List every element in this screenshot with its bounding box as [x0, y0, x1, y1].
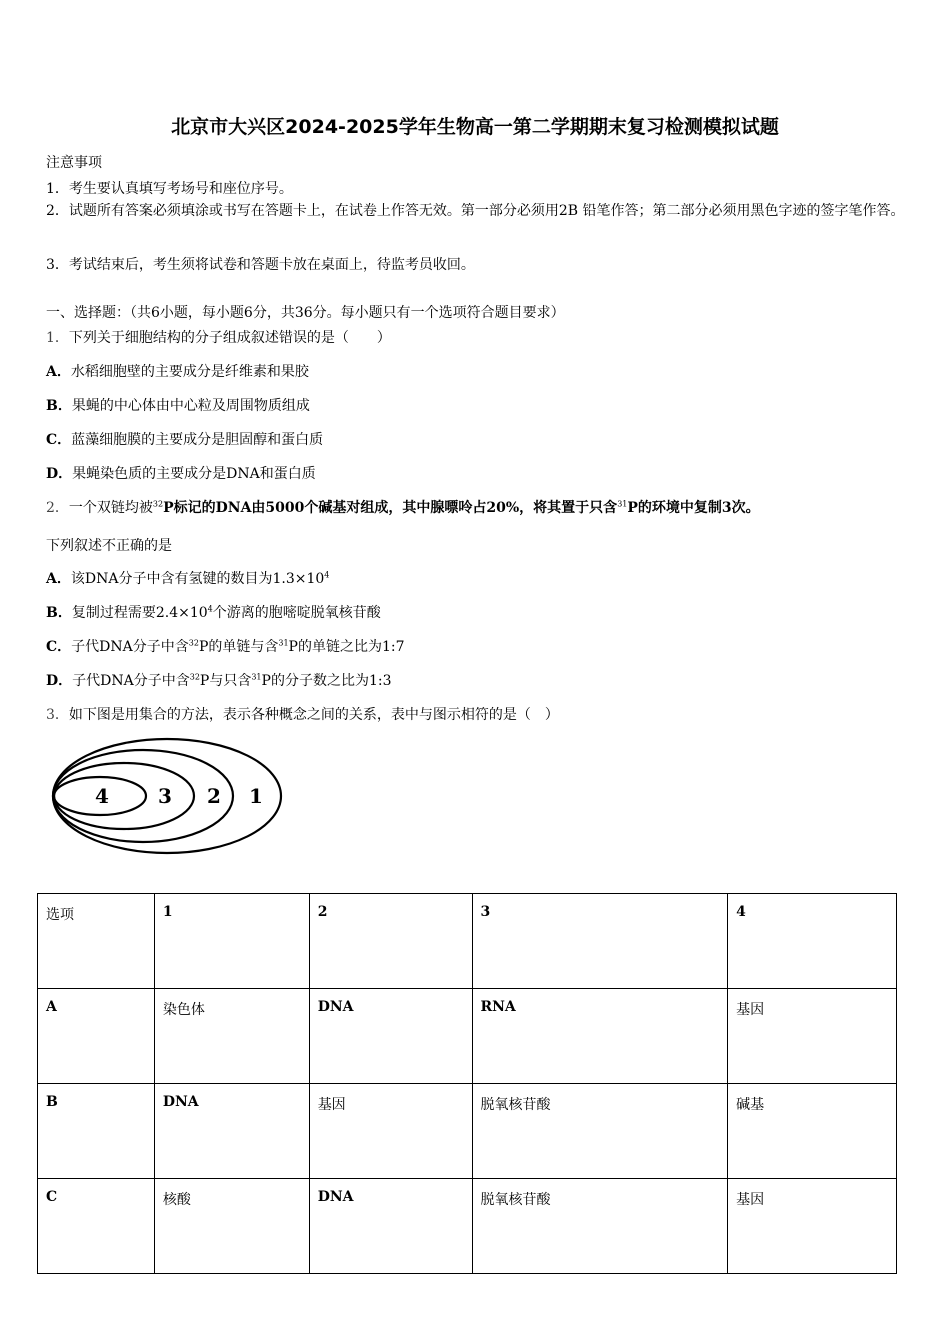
- option-text: 该DNA分子中含有氢键的数目为1.3×10: [70, 571, 325, 587]
- isotope-sup: 31: [617, 499, 628, 509]
- q2-option-a: [46, 568, 329, 588]
- question-3: [46, 704, 559, 724]
- option-text: 果蝇染色质的主要成分是DNA和蛋白质: [72, 466, 316, 482]
- table-cell: 核酸: [154, 1179, 309, 1274]
- option-label: A．: [46, 364, 71, 380]
- table-header-cell: 4: [728, 894, 897, 989]
- q1-option-d: [46, 463, 316, 483]
- q1-option-a: [46, 361, 309, 381]
- isotope-sup: 32: [189, 672, 200, 682]
- question-1: [46, 327, 391, 347]
- exponent-sup: 4: [207, 604, 213, 614]
- table-row: [38, 989, 897, 1084]
- option-text: P的单链与含: [198, 639, 279, 655]
- q1-option-c: [46, 429, 323, 449]
- isotope-sup: 31: [251, 672, 262, 682]
- page-title: 北京市大兴区2024-2025学年生物高一第二学期期末复习检测模拟试题: [171, 116, 779, 138]
- option-label: D．: [46, 466, 73, 482]
- option-text: P与只含: [199, 673, 252, 689]
- venn-label-1: 1: [249, 784, 263, 808]
- table-row: [38, 1179, 897, 1274]
- table-header-cell: 选项: [38, 894, 155, 989]
- table-header-cell: 2: [309, 894, 472, 989]
- table-cell: DNA: [309, 1179, 472, 1274]
- table-cell: 碱基: [728, 1084, 897, 1179]
- table-header-cell: 1: [154, 894, 309, 989]
- q1-option-b: [46, 395, 310, 415]
- option-text: 子代DNA分子中含: [71, 639, 189, 655]
- option-label: B．: [46, 398, 72, 414]
- section-heading: 一、选择题：（共6小题，每小题6分，共36分。每小题只有一个选项符合题目要求）: [46, 305, 565, 321]
- option-label: B．: [46, 605, 72, 621]
- table-cell: 基因: [728, 1179, 897, 1274]
- table-cell: 脱氧核苷酸: [472, 1179, 728, 1274]
- table-cell: C: [38, 1179, 155, 1274]
- question-number: 3．: [46, 707, 69, 723]
- option-label: D．: [46, 673, 73, 689]
- table-cell: 染色体: [154, 989, 309, 1084]
- table-cell: 脱氧核苷酸: [472, 1084, 728, 1179]
- q2-option-c: [46, 636, 405, 656]
- notice-item-1: 1．考生要认真填写考场号和座位序号。: [46, 181, 293, 197]
- stem-part: 一个双链均被: [68, 500, 153, 516]
- question-2-line2: 下列叙述不正确的是: [46, 538, 172, 554]
- table-cell: DNA: [309, 989, 472, 1084]
- q2-option-d: [46, 670, 391, 690]
- option-text: P的单链之比为1:7: [288, 639, 405, 655]
- option-text: 个游离的胞嘧啶脱氧核苷酸: [212, 605, 381, 621]
- option-label: C．: [46, 639, 72, 655]
- isotope-sup: 32: [188, 638, 199, 648]
- option-text: 蓝藻细胞膜的主要成分是胆固醇和蛋白质: [71, 432, 324, 448]
- option-label: A．: [46, 571, 71, 587]
- question-stem: 下列关于细胞结构的分子组成叙述错误的是（ ）: [68, 330, 391, 346]
- isotope-sup: 32: [152, 499, 164, 509]
- venn-ring-3: [54, 763, 194, 829]
- table-cell: DNA: [154, 1084, 309, 1179]
- table-cell: RNA: [472, 989, 728, 1084]
- isotope-sup: 31: [278, 638, 289, 648]
- option-text: 水稻细胞壁的主要成分是纤维素和果胶: [70, 364, 309, 380]
- table-cell: 基因: [309, 1084, 472, 1179]
- question-number: 2．: [46, 500, 69, 516]
- table-header-cell: 3: [472, 894, 728, 989]
- option-text: 果蝇的中心体由中心粒及周围物质组成: [71, 398, 310, 414]
- table-row: [38, 1084, 897, 1179]
- option-label: C．: [46, 432, 72, 448]
- question-number: 1．: [46, 330, 69, 346]
- stem-part: P标记的DNA由5000个碱基对组成，其中腺嘌呤占20%，将其置于只含: [163, 500, 618, 516]
- venn-label-4: 4: [95, 784, 109, 808]
- exponent-sup: 4: [324, 570, 330, 580]
- option-text: 复制过程需要2.4×10: [71, 605, 208, 621]
- table-cell: B: [38, 1084, 155, 1179]
- concept-venn-diagram: [46, 732, 286, 857]
- notice-item-2: 2．试题所有答案必须填涂或书写在答题卡上，在试卷上作答无效。第一部分必须用2B 铅笔作答；第二部分必须用黑色字迹的签字笔作答。: [46, 203, 905, 219]
- q2-option-b: [46, 602, 381, 622]
- notice-item-3: 3．考试结束后，考生须将试卷和答题卡放在桌面上，待监考员收回。: [46, 257, 475, 273]
- option-text: 子代DNA分子中含: [72, 673, 190, 689]
- stem-part: P的环境中复制3次。: [627, 500, 760, 516]
- venn-label-2: 2: [207, 784, 221, 808]
- options-table: [37, 893, 897, 1274]
- table-header-row: [38, 894, 897, 989]
- notice-heading: 注意事项: [46, 155, 102, 171]
- option-text: P的分子数之比为1:3: [261, 673, 392, 689]
- venn-label-3: 3: [158, 784, 172, 808]
- table-cell: 基因: [728, 989, 897, 1084]
- question-2: [46, 497, 760, 517]
- table-cell: A: [38, 989, 155, 1084]
- question-stem: 如下图是用集合的方法，表示各种概念之间的关系，表中与图示相符的是（ ）: [68, 707, 559, 723]
